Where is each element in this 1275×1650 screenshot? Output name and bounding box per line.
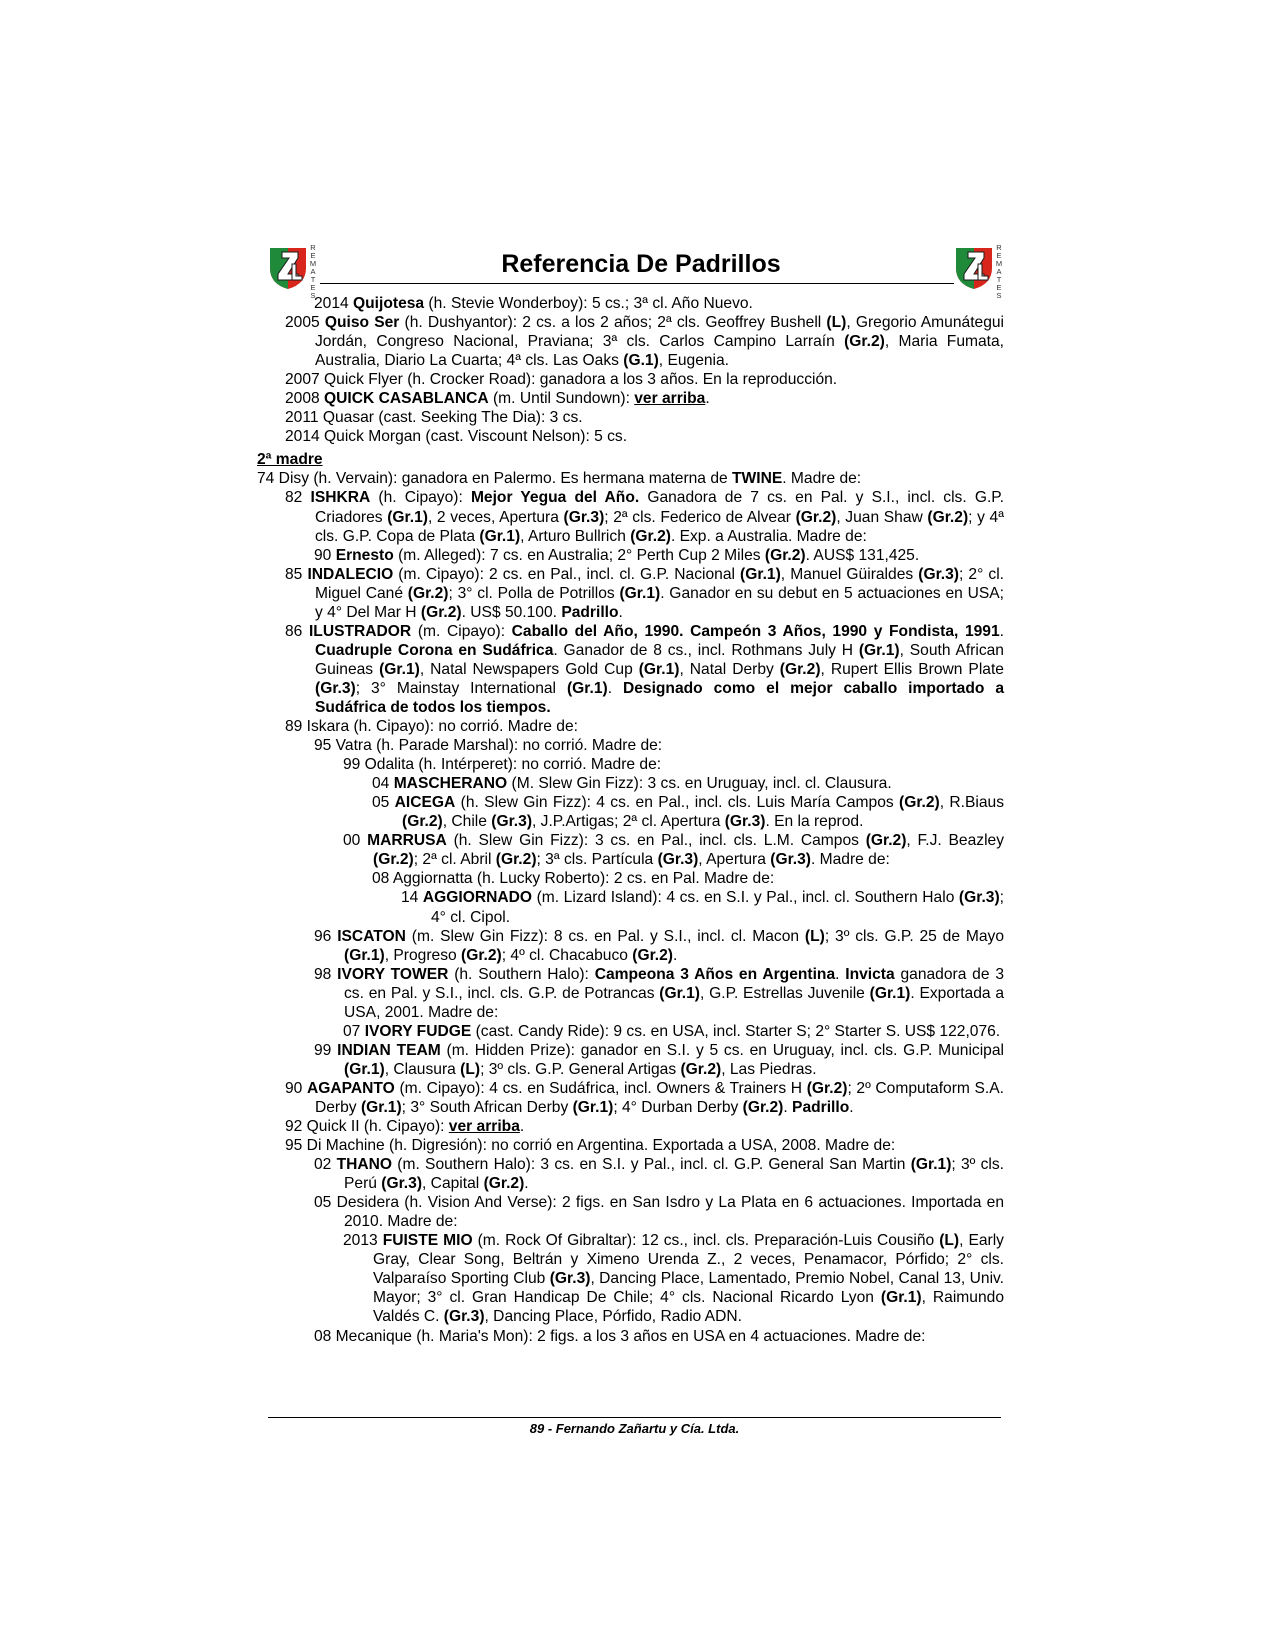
pedigree-entry [271,1193,1004,1231]
entry-text: , Clausura [384,1060,461,1078]
entry-text: ; 3° Mainstay International [355,679,567,697]
pedigree-entry [271,793,1004,831]
entry-text: , Eugenia. [658,352,730,370]
emphasis-text: (Gr.2) [461,946,502,964]
pedigree-entry [271,1117,1004,1136]
entry-text: ; 3º cls. G.P. General Artigas [480,1060,681,1078]
entry-text: , Raimundo Valdés C. [373,1289,1004,1326]
entry-text: . US$ 50.100. [461,603,562,621]
entry-text: 2ª madre [257,451,323,469]
entry-text: Ganadora de 7 cs. en Pal. y S.I., incl. cls. G.P. Criadores [315,489,1004,526]
emphasis-text: ISCATON [337,927,406,945]
entry-text: 05 [372,794,395,812]
pedigree-entry [271,294,1004,313]
entry-text: , Progreso [384,946,462,964]
emphasis-text: (Gr.2) [927,508,969,526]
entry-text: ; 3ª cls. Partícula [536,851,658,869]
pedigree-entry [271,1231,1004,1326]
entry-text: 95 Vatra (h. Parade Marshal): no corrió. Madre de: [314,737,663,755]
entry-text: , 2 veces, Apertura [427,508,564,526]
emphasis-text: (Gr.3) [657,851,699,869]
emphasis-text: (G.1) [623,352,659,370]
entry-text: . [999,622,1004,640]
entry-text: ; y 4ª cls. G.P. Copa de Plata [315,508,1004,545]
emphasis-text: (Gr.3) [563,508,605,526]
emphasis-text: (Gr.2) [779,660,821,678]
entry-text: , Manuel Güiraldes [780,565,919,583]
emphasis-text: IVORY TOWER [337,965,449,983]
emphasis-text: INDALECIO [307,565,394,583]
entry-text: 05 Desidera (h. Vision And Verse): 2 figs. en San Isdro y La Plata en 6 actuaciones. Importada en 2010. Madre de: [314,1194,1004,1231]
entry-text: 96 [314,927,338,945]
entry-text: , Gregorio Amunátegui Jordán, Congreso Nacional, Praviana; 3ª cls. Carlos Campino Larraín [315,314,1005,351]
entry-text: ; 4º cl. Chacabuco [501,946,633,964]
emphasis-text: (Gr.2) [373,851,414,869]
entry-text: . [524,1175,529,1193]
emphasis-text: (Gr.3) [443,1308,485,1326]
emphasis-text: MARRUSA [367,832,447,850]
emphasis-text: (Gr.3) [958,889,1000,907]
entry-text: . Ganador en su debut en 5 actuaciones en USA; y 4° Del Mar H [315,584,1005,621]
entry-text: . [607,679,623,697]
page-title: Referencia De Padrillos [501,250,781,278]
entry-text: (M. Slew Gin Fizz): 3 cs. en Uruguay, incl. cl. Clausura. [507,775,892,793]
entry-text: 00 [343,832,368,850]
section-heading [257,450,1004,469]
entry-text: 2007 Quick Flyer (h. Crocker Road): ganadora a los 3 años. En la reproducción. [285,371,838,389]
entry-text: 07 [343,1022,365,1040]
entry-text: 14 [401,889,423,907]
pedigree-entry [271,831,1004,869]
entry-text: 90 [285,1079,307,1097]
emphasis-text: (Gr.2) [483,1175,525,1193]
entry-text: . [849,1098,854,1116]
emphasis-text: Invicta [845,965,895,983]
entry-text: . [835,965,846,983]
entry-text: (h. Stevie Wonderboy): 5 cs.; 3ª cl. Año Nuevo. [424,295,753,312]
emphasis-text: (Gr.1) [387,508,428,526]
pedigree-body [257,294,1005,1346]
pedigree-entry [271,888,1004,926]
page-header [268,242,1014,300]
emphasis-text: Padrillo [792,1098,850,1116]
emphasis-text: (Gr.1) [566,679,608,697]
emphasis-text: AGAPANTO [307,1079,395,1097]
emphasis-text: (L) [826,314,847,332]
entry-text: (cast. Candy Ride): 9 cs. en USA, incl. Starter S; 2° Starter S. US$ 122,076. [471,1022,1001,1040]
pedigree-entry [257,469,1004,488]
emphasis-text: Quijotesa [353,295,425,312]
entry-text: ; 2ª cls. Federico de Alvear [604,508,796,526]
entry-text: (h. Slew Gin Fizz): 4 cs. en Pal., incl. cls. Luis María Campos [455,794,899,812]
emphasis-text: (Gr.1) [740,565,781,583]
emphasis-text: (Gr.2) [680,1060,722,1078]
entry-text: 86 [285,622,309,640]
emphasis-text: (Gr.1) [344,946,385,964]
emphasis-text: (Gr.1) [880,1289,922,1307]
logo-letters: R E M A T E S [309,243,317,300]
entry-text: ; 3° cl. Polla de Potrillos [448,584,620,602]
pedigree-entry [271,565,1004,622]
pedigree-entry [271,755,1004,774]
entry-text: . [783,1098,793,1116]
emphasis-text: (Gr.2) [742,1098,784,1116]
company-logo [954,242,1006,300]
entry-text: 02 [314,1156,337,1174]
entry-text: , Capital [422,1175,484,1193]
emphasis-text: (Gr.1) [360,1098,402,1116]
entry-text: 2008 [285,390,325,408]
entry-text: ; 4° cl. Cipol. [431,889,1004,926]
entry-text: ; 2ª cl. Abril [413,851,496,869]
entry-text: , F.J. Beazley [906,832,1005,850]
entry-text: . Madre de: [810,851,890,869]
entry-text: , Dancing Place, Pórfido, Radio ADN. [484,1308,742,1326]
entry-text: (m. Southern Halo): 3 cs. en S.I. y Pal., incl. cl. G.P. General San Martin [392,1156,911,1174]
emphasis-text: (Gr.1) [619,584,661,602]
emphasis-text: ver arriba [634,390,706,408]
pedigree-entry [271,774,1004,793]
entry-text: , Chile [442,813,492,831]
zl-shield-icon [954,242,994,290]
pedigree-entry [271,370,1004,389]
entry-text: (m. Until Sundown): [488,390,635,408]
emphasis-text: (Gr.3) [491,813,533,831]
entry-text: 2005 [285,314,325,332]
emphasis-text: (Gr.3) [381,1175,423,1193]
emphasis-text: (Gr.2) [402,813,443,831]
emphasis-text: Mejor Yegua del Año. [470,489,640,507]
pedigree-entry [271,488,1004,545]
emphasis-text: (Gr.2) [630,527,671,545]
entry-text: . [705,390,710,408]
entry-text: (h. Dushyantor): 2 cs. a los 2 años; 2ª cls. Geoffrey Bushell [399,314,827,332]
pedigree-entry [271,1079,1004,1117]
entry-text: 2014 Quick Morgan (cast. Viscount Nelson): 5 cs. [285,428,628,446]
emphasis-text: (Gr.3) [918,565,959,583]
emphasis-text: (Gr.1) [344,1060,385,1078]
entry-text: ; 2° cl. Miguel Cané [315,565,1004,602]
emphasis-text: (Gr.3) [724,813,766,831]
emphasis-text: ILUSTRADOR [308,622,412,640]
page-footer: 89 - Fernando Zañartu y Cía. Ltda. [529,1421,740,1436]
entry-text: . [519,1118,525,1136]
pedigree-entry [271,408,1004,427]
emphasis-text: (Gr.1) [910,1156,952,1174]
entry-text: ; 2º Computaform S.A. Derby [315,1079,1004,1116]
emphasis-text: (Gr.2) [865,832,907,850]
emphasis-text: (Gr.3) [770,851,811,869]
entry-text: , Maria Fumata, Australia, Diario La Cuarta; 4ª cls. Las Oaks [315,333,1005,370]
emphasis-text: TWINE [732,470,783,488]
entry-text: 99 Odalita (h. Intérperet): no corrió. Madre de: [343,756,662,774]
emphasis-text: (Gr.2) [844,333,885,351]
emphasis-text: ver arriba [448,1118,520,1136]
entry-text: . En la reprod. [765,813,864,831]
entry-text: , J.P.Artigas; 2ª cl. Apertura [532,813,725,831]
entry-text: ; 3º cls. Perú [344,1156,1004,1193]
pedigree-entry [271,1155,1004,1193]
entry-text: (h. Slew Gin Fizz): 3 cs. en Pal., incl. cls. L.M. Campos [446,832,866,850]
emphasis-text: Campeona 3 Años en Argentina [594,965,836,983]
emphasis-text: (Gr.2) [806,1079,848,1097]
emphasis-text: (Gr.2) [495,851,537,869]
entry-text: , R.Biaus [939,794,1004,812]
emphasis-text: (Gr.2) [899,794,940,812]
entry-text: 82 [285,489,311,507]
entry-text: (m. Hidden Prize): ganador en S.I. y 5 cs. en Uruguay, incl. cls. G.P. Municipal [440,1041,1004,1059]
emphasis-text: AGGIORNADO [422,889,533,907]
pedigree-entry [271,1041,1004,1079]
entry-text: (m. Lizard Island): 4 cs. en S.I. y Pal., incl. cl. Southern Halo [532,889,959,907]
emphasis-text: INDIAN TEAM [337,1041,441,1059]
pedigree-entry [271,389,1004,408]
emphasis-text: (Gr.1) [379,660,420,678]
entry-text: 2014 [314,295,354,312]
pedigree-entry [271,546,1004,565]
entry-text: . [673,946,678,964]
entry-text: , G.P. Estrellas Juvenile [700,984,870,1002]
emphasis-text: (Gr.2) [407,584,449,602]
pedigree-entry [271,927,1004,965]
entry-text: (m. Cipayo): 2 cs. en Pal., incl. cl. G.P. Nacional [393,565,741,583]
emphasis-text: Caballo del Año, 1990. Campeón 3 Años, 1990 y Fondista, 1991 [511,622,1000,640]
entry-text: , Las Piedras. [721,1060,817,1078]
emphasis-text: (L) [939,1232,960,1250]
emphasis-text: (L) [460,1060,481,1078]
emphasis-text: Designado como el mejor caballo importado a Sudáfrica de todos los tiempos. [315,679,1005,716]
emphasis-text: (L) [804,927,825,945]
pedigree-entry [271,427,1004,446]
entry-text: , South African Guineas [315,641,1004,678]
entry-text: , Juan Shaw [836,508,928,526]
entry-text: ; 3° South African Derby [401,1098,573,1116]
pedigree-entry [271,313,1004,370]
emphasis-text: (Gr.1) [659,984,700,1002]
entry-text: 99 [314,1041,338,1059]
entry-text: 04 [372,775,394,793]
pedigree-entry [271,1327,1004,1346]
emphasis-text: (Gr.2) [420,603,462,621]
pedigree-entry [271,1022,1004,1041]
entry-text: . AUS$ 131,425. [805,546,920,564]
entry-text: ; 4° Durban Derby [613,1098,743,1116]
emphasis-text: (Gr.2) [632,946,673,964]
entry-text: 90 [314,546,336,564]
entry-text: , Apertura [698,851,771,869]
entry-text: 92 Quick II (h. Cipayo): [285,1118,449,1136]
entry-text: , Early Gray, Clear Song, Beltrán y Ximeno Urenda Z., 2 veces, Penamacor, Pórfido; 2° cls. Valparaíso Sporting Club [373,1232,1004,1288]
emphasis-text: (Gr.2) [795,508,837,526]
entry-text: , Arturo Bullrich [520,527,631,545]
pedigree-entry [271,736,1004,755]
entry-text: 08 Aggiornatta (h. Lucky Roberto): 2 cs. en Pal. Madre de: [372,870,775,888]
emphasis-text: IVORY FUDGE [364,1022,472,1040]
emphasis-text: (Gr.1) [572,1098,614,1116]
entry-text: ganadora de 3 cs. en Pal. y S.I., incl. cls. G.P. de Potrancas [344,965,1005,1002]
entry-text: (m. Slew Gin Fizz): 8 cs. en Pal. y S.I., incl. cl. Macon [405,927,805,945]
entry-text: 74 Disy (h. Vervain): ganadora en Palermo. Es hermana materna de [257,470,732,488]
entry-text: 85 [285,565,308,583]
emphasis-text: Ernesto [335,546,394,564]
emphasis-text: Quiso Ser [324,314,400,332]
entry-text: 95 Di Machine (h. Digresión): no corrió en Argentina. Exportada a USA, 2008. Madre de: [285,1137,896,1155]
pedigree-entry [271,869,1004,888]
emphasis-text: (Gr.1) [869,984,911,1002]
emphasis-text: (Gr.1) [858,641,900,659]
entry-text: ; 3º cls. G.P. 25 de Mayo [824,927,1005,945]
entry-text: 08 Mecanique (h. Maria's Mon): 2 figs. a los 3 años en USA en 4 actuaciones. Madre de: [314,1327,926,1345]
entry-text: , Natal Newspapers Gold Cup [419,660,639,678]
entry-text: 98 [314,965,338,983]
entry-text: (m. Rock Of Gibraltar): 12 cs., incl. cls. Preparación-Luis Cousiño [472,1232,940,1250]
header-divider [320,283,954,284]
emphasis-text: MASCHERANO [393,775,508,793]
footer-divider [268,1417,1001,1418]
entry-text: , Rupert Ellis Brown Plate [820,660,1004,678]
entry-text: (m. Cipayo): [411,622,512,640]
emphasis-text: FUISTE MIO [382,1232,473,1250]
emphasis-text: (Gr.1) [479,527,521,545]
entry-text: , Natal Derby [679,660,780,678]
entry-text: , Dancing Place, Lamentado, Premio Nobel, Canal 13, Univ. Mayor; 3° cl. Gran Handicap De Chile; 4° cls. Nacional Ricardo Lyon [373,1270,1005,1307]
entry-text: 2013 [343,1232,383,1250]
entry-text: . [618,603,623,621]
pedigree-entry [271,717,1004,736]
emphasis-text: Padrillo [561,603,619,621]
logo-letters: R E M A T E S [995,243,1003,300]
emphasis-text: ISHKRA [310,489,371,507]
entry-text: . Exp. a Australia. Madre de: [670,527,867,545]
entry-text: . Exportada a USA, 2001. Madre de: [344,984,1004,1021]
emphasis-text: AICEGA [394,794,456,812]
pedigree-entry [271,1136,1004,1155]
entry-text: . Madre de: [782,470,862,488]
emphasis-text: (Gr.3) [315,679,356,697]
entry-text: (m. Alleged): 7 cs. en Australia; 2° Perth Cup 2 Miles [393,546,765,564]
entry-text: . Ganador de 8 cs., incl. Rothmans July H [553,641,859,659]
entry-text: (h. Southern Halo): [448,965,595,983]
pedigree-entry [271,965,1004,1022]
entry-text: (m. Cipayo): 4 cs. en Sudáfrica, incl. Owners & Trainers H [394,1079,807,1097]
entry-text: (h. Cipayo): [370,489,471,507]
emphasis-text: (Gr.3) [549,1270,591,1288]
emphasis-text: Cuadruple Corona en Sudáfrica [315,641,554,659]
entry-text: 89 Iskara (h. Cipayo): no corrió. Madre de: [285,718,578,736]
emphasis-text: QUICK CASABLANCA [324,390,489,408]
emphasis-text: (Gr.1) [638,660,680,678]
emphasis-text: THANO [336,1156,393,1174]
pedigree-entry [271,622,1004,717]
emphasis-text: (Gr.2) [764,546,806,564]
entry-text: 2011 Quasar (cast. Seeking The Dia): 3 cs. [285,409,583,427]
